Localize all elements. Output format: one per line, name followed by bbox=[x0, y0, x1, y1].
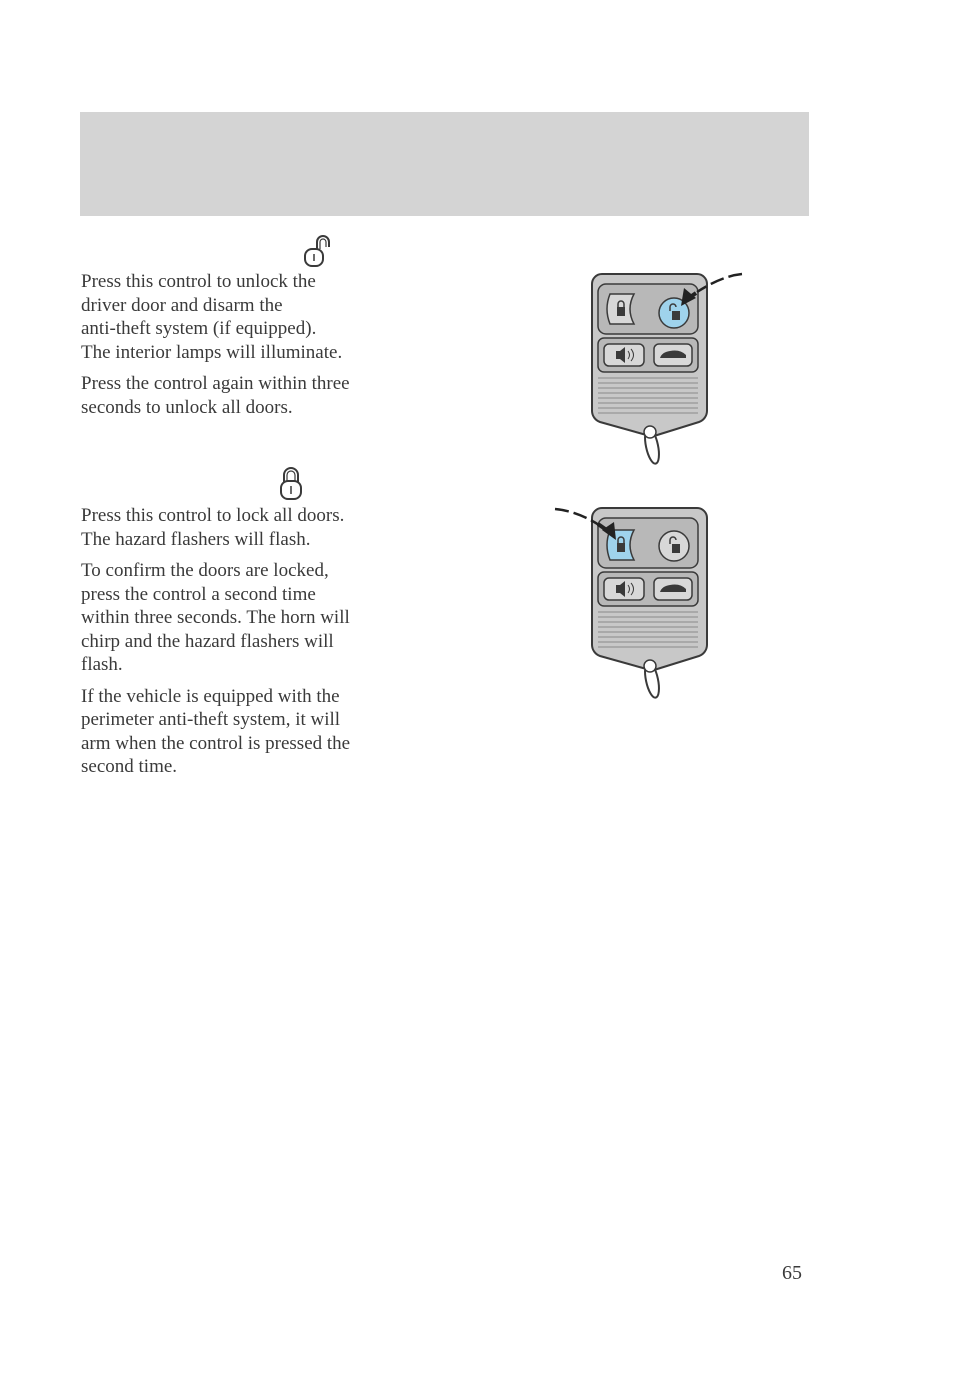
unlock-section bbox=[81, 270, 441, 427]
unlock-paragraph-1: Press this control to unlock the driver door and disarm the anti-theft system (if equipped). The interior lamps will illuminate. bbox=[81, 271, 343, 363]
lock-paragraph-3: If the vehicle is equipped with the perimeter anti-theft system, it will arm when the control is pressed the second time. bbox=[81, 685, 351, 777]
lock-paragraph-1: Press this control to lock all doors. The hazard flashers will flash. bbox=[81, 505, 345, 550]
lock-section bbox=[81, 504, 441, 787]
unlock-icon bbox=[302, 233, 332, 269]
unlock-paragraph-2: Press the control again within three seconds to unlock all doors. bbox=[81, 373, 350, 418]
keyfob-unlock-illustration bbox=[582, 266, 752, 471]
lock-paragraph-2: To confirm the doors are locked, press the control a second time within three seconds. The horn will chirp and the hazard flashers will flash. bbox=[81, 560, 350, 675]
keyfob-lock-illustration bbox=[552, 500, 722, 705]
page-number: 65 bbox=[782, 1262, 802, 1284]
lock-icon bbox=[278, 466, 304, 502]
header-bar bbox=[80, 112, 809, 216]
